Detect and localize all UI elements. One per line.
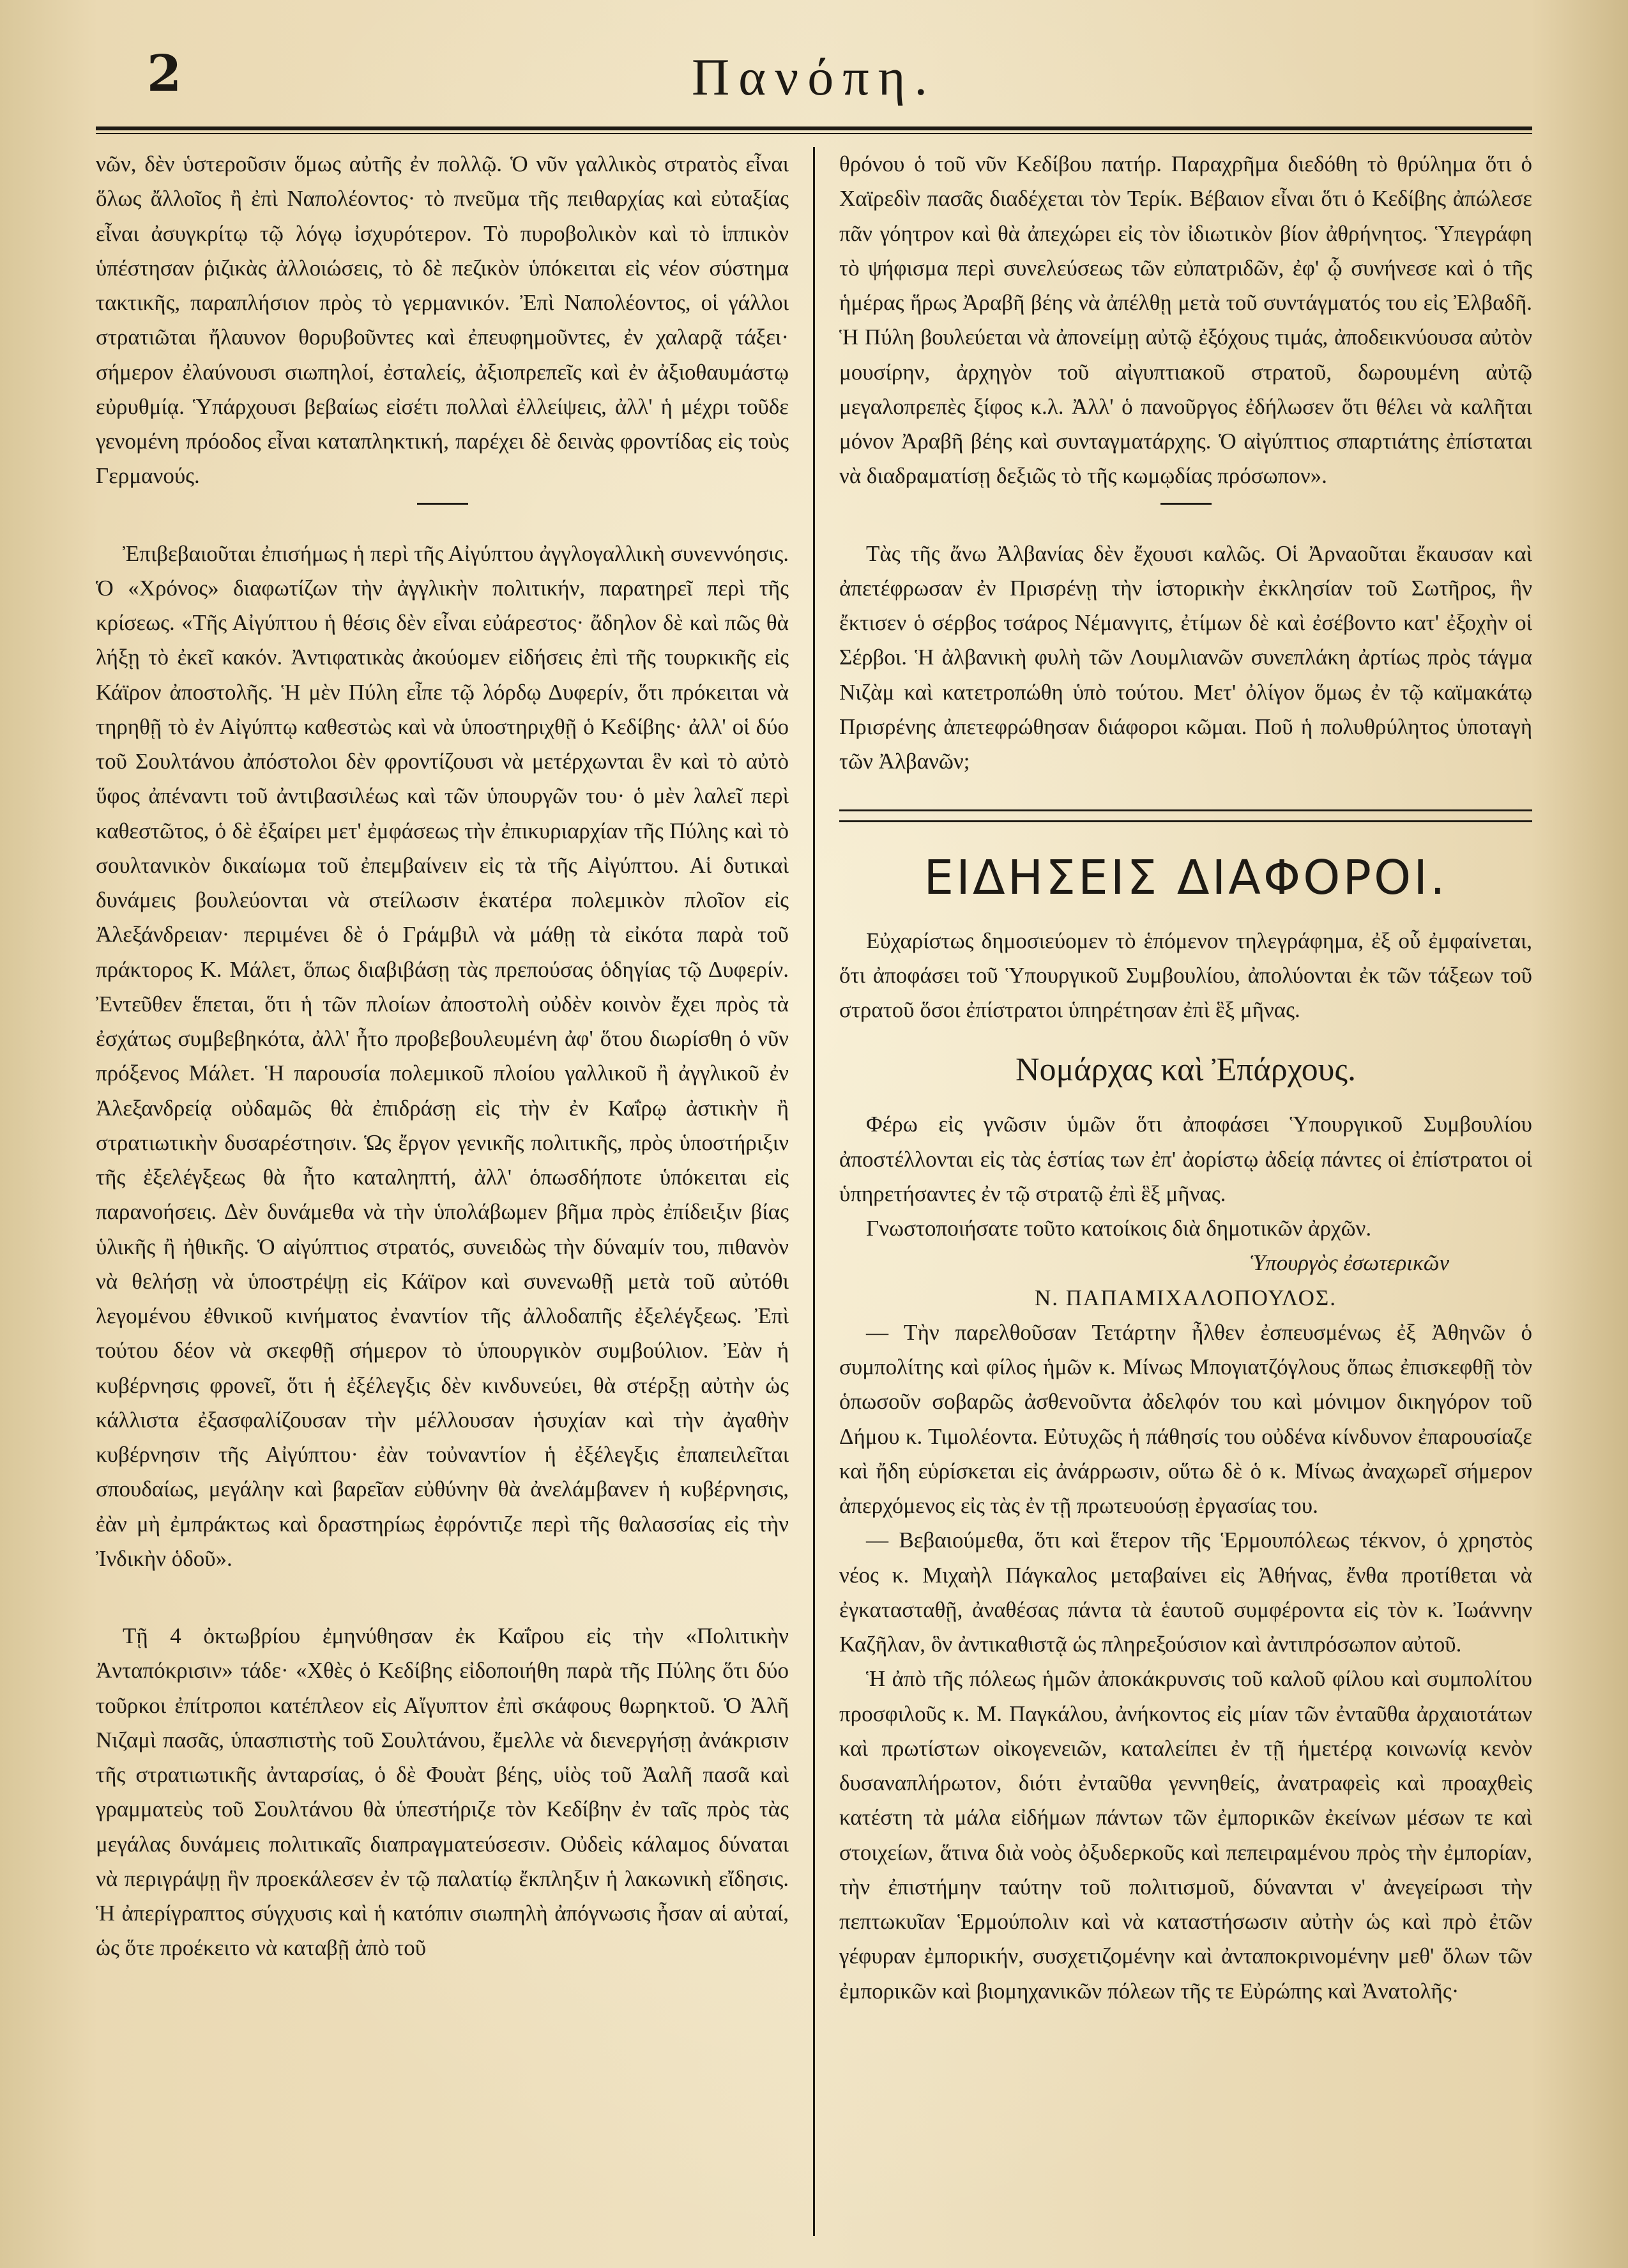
telegram-paragraph: Γνωστοποιήσατε τοῦτο κατοίκοις διὰ δημοτικῶν ἀρχῶν. — [866, 1216, 1372, 1241]
page-number: 2 — [147, 45, 182, 103]
section-divider — [839, 809, 1532, 822]
column-divider — [813, 147, 815, 2236]
article-columns — [96, 147, 1532, 2236]
article-paragraph: Ἐπιβεβαιοῦται ἐπισήμως ἡ περὶ τῆς Αἰγύπτου ἀγγλογαλλικὴ συνεννόησις. Ὁ «Χρόνος» διαφωτίζων τὴν ἀγγλικὴν πολιτικήν, παρατηρεῖ περὶ τῆς κρίσεως. «Τῆς Αἰγύπτου ἡ θέσις δὲν εἶναι εὐάρεστος· ἄδηλον δὲ καὶ πῶς θὰ λήξῃ τὸ ἐκεῖ κακόν. Ἀντιφατικὰς ἀκούομεν εἰδήσεις ἐπὶ τῆς τουρκικῆς εἰς Κάϊρον ἀποστολῆς. Ἡ μὲν Πύλη εἶπε τῷ λόρδῳ Δυφερίν, ὅτι πρόκειται νὰ τηρηθῇ τὸ ἐν Αἰγύπτῳ καθεστὼς καὶ νὰ ὑποστηριχθῇ ὁ Κεδίβης· ἀλλ' οἱ δύο τοῦ Σουλτάνου ἀπόστολοι δὲν φροντίζουσι νὰ μετέρχωνται ἓν καὶ τὸ αὐτὸ ὕφος ἀπέναντι τοῦ ἀντιβασιλέως καὶ τῶν ὑπουργῶν του· ὁ μὲν λαλεῖ περὶ καθεστῶτος, ὁ δὲ ἐξαίρει μετ' ἐμφάσεως τὴν ἐπικυριαρχίαν τῆς Πύλης καὶ τὸ σουλτανικὸν δικαίωμα τοῦ ἐπεμβαίνειν εἰς τὰ τῆς Αἰγύπτου. Αἱ δυτικαὶ δυνάμεις βουλεύονται νὰ στείλωσιν ἑκατέρα πολεμικὸν πλοῖον εἰς Ἀλεξάνδρειαν· περιμένει δὲ ὁ Γράμβιλ νὰ μάθῃ τὰ εἰκότα παρὰ τοῦ πράκτορος Κ. Μάλετ, ὅπως διαβιβάσῃ τὰς πρεπούσας ὁδηγίας τῷ Δυφερίν. Ἐντεῦθεν ἕπεται, ὅτι ἡ τῶν πλοίων ἀποστολὴ οὐδὲν κοινὸν ἔχει πρὸς τὰ ἐσχάτως συμβεβηκότα, ἀλλ' ἦτο προβεβουλευμένη ἀφ' ὅτου διωρίσθη ὁ νῦν πρόξενος Μάλετ. Ἡ παρουσία πολεμικοῦ πλοίου γαλλικοῦ ἢ ἀγγλικοῦ ἐν Ἀλεξανδρείᾳ οὐδαμῶς θὰ ἐπιδράσῃ εἰς τὴν ἐν Καΐρῳ ἀστικὴν ἢ στρατιωτικὴν δυσαρέστησιν. Ὡς ἔργον γενικῆς πολιτικῆς, πρὸς ὑποστήριξιν τῆς ἐξελέγξεως θὰ ἦτο καταληπτή, ἀλλ' ὁπωσδήποτε ὑπόκειται εἰς παρανοήσεις. Δὲν δυνάμεθα νὰ τὴν ὑπολάβωμεν βῆμα πρὸς ἐπίδειξιν βίας ὑλικῆς ἢ ἠθικῆς. Ὁ αἰγύπτιος στρατός, συνειδὼς τὴν δύναμίν του, πιθανὸν νὰ θελήσῃ νὰ ὑποστρέψῃ εἰς Κάϊρον καὶ συνενωθῇ μετὰ τοῦ αὐτόθι λεγομένου ἐθνικοῦ κινήματος ἐναντίον τῆς ἀλλοδαπῆς ἐξελέγξεως. Ἐπὶ τούτου δέον νὰ σκεφθῇ σήμερον τὸ ὑπουργικὸν συμβούλιον. Ἐὰν ἡ κυβέρνησις φρονεῖ, ὅτι ἡ ἐξέλεγξις δὲν κινδυνεύει, θὰ στέρξῃ αὐτὴν ὡς κάλλιστα ἐξασφαλίζουσαν τὴν μέλλουσαν ἡσυχίαν καὶ τὴν ἀγαθὴν κυβέρνησιν τῆς Αἰγύπτου· ἐὰν τοὐναντίον ἡ ἐξέλεγξις ἐπαπειλεῖται σπουδαίως, μεγάλην καὶ βαρεῖαν εὐθύνην θὰ ἀνελάμβανεν ἡ κυβέρνησις, ἐὰν μὴ ἐμπράκτως καὶ δραστηρίως ἐφρόντιζε περὶ τῆς θαλασσίας εἰς τὴν Ἰνδικὴν ὁδοῦ». — [96, 540, 789, 1571]
article-separator — [1160, 503, 1212, 505]
telegram-paragraph: Φέρω εἰς γνῶσιν ὑμῶν ὅτι ἀποφάσει Ὑπουργικοῦ Συμβουλίου ἀποστέλλονται εἰς τὰς ἑστίας των ἐπ' ἀορίστῳ ἀδείᾳ πάντες οἱ ἐπίστρατοι οἱ ὑπηρετήσαντες ἐν τῷ στρατῷ ἐπὶ ἓξ μῆνας. — [839, 1112, 1532, 1206]
article-separator — [417, 503, 468, 505]
newspaper-title: Πανόπη. — [691, 48, 937, 106]
signature-name: Ν. ΠΑΠΑΜΙΧΑΛΟΠΟΥΛΟΣ. — [1034, 1285, 1337, 1310]
article-paragraph: Τὰς τῆς ἄνω Ἀλβανίας δὲν ἔχουσι καλῶς. Οἱ Ἀρναοῦται ἔκαυσαν καὶ ἀπετέφρωσαν ἐν Πρισρένῃ τὴν ἱστορικὴν ἐκκλησίαν τοῦ Σωτῆρος, ἣν ἔκτισεν ὁ σέρβος τσάρος Νέμανγιτς, ἐτίμων δὲ καὶ ἐσέβοντο κατ' ἐξοχὴν οἱ Σέρβοι. Ἡ ἀλβανικὴ φυλὴ τῶν Λουμλιανῶν συνεπλάκη ἀρτίως πρὸς τάγμα Νιζὰμ καὶ κατετροπώθη ὑπὸ τούτου. Μετ' ὀλίγον ὅμως ἐν τῷ καϊμακάτῳ Πρισρένης ἀπετεφρώθησαν διάφοροι κῶμαι. Ποῦ ἡ πολυθρύλητος ὑποταγὴ τῶν Ἀλβανῶν; — [839, 540, 1532, 774]
article-paragraph: Τῇ 4 ὀκτωβρίου ἐμηνύθησαν ἐκ Καΐρου εἰς τὴν «Πολιτικὴν Ἀνταπόκρισιν» τάδε· «Χθὲς ὁ Κεδίβης εἰδοποιήθη παρὰ τῆς Πύλης ὅτι δύο τοῦρκοι ἐπίτροποι κατέπλεον εἰς Αἴγυπτον ἐπὶ σκάφους θωρηκτοῦ. Ὁ Ἀλῆ Νιζαμὶ πασᾶς, ὑπασπιστὴς τοῦ Σουλτάνου, ἔμελλε νὰ διενεργήσῃ ἀνάκρισιν τῆς στρατιωτικῆς ἀνταρσίας, ὁ δὲ Φουὰτ βέης, υἱὸς τοῦ Ἀαλῆ πασᾶ καὶ γραμματεὺς τοῦ Σουλτάνου θὰ ὑπεστήριζε τὸν Κεδίβην ἐν ταῖς πρὸς τὰς μεγάλας δυνάμεις πολιτικαῖς διαπραγματεύσεσιν. Οὐδεὶς κάλαμος δύναται νὰ περιγράψῃ ἣν προεκάλεσεν ἐν τῷ παλατίῳ ἔκπληξιν ἡ λακωνικὴ εἴδησις. Ἡ ἀπερίγραπτος σύγχυσις καὶ ἡ κατόπιν σιωπηλὴ ἀπόγνωσις ἦσαν αἱ αὐταί, ὡς ὅτε προέκειτο νὰ καταβῇ ἀπὸ τοῦ — [96, 1623, 789, 1961]
article-paragraph: θρόνου ὁ τοῦ νῦν Κεδίβου πατήρ. Παραχρῆμα διεδόθη τὸ θρύλημα ὅτι ὁ Χαϊρεδὶν πασᾶς διαδέχεται τὸν Τερίκ. Βέβαιον εἶναι ὅτι ὁ Κεδίβης ἀπώλεσε πᾶν γόητρον καὶ θὰ ἀπεχώρει εἰς τὸν ἰδιωτικὸν βίον ἀθρήνητος. Ὑπεγράφη τὸ ψήφισμα περὶ συνελεύσεως τῶν εὐπατριδῶν, ἐφ' ᾧ συνήνεσε καὶ ὁ τῆς ἡμέρας ἥρως Ἀραβῆ βέης νὰ ἀπέλθῃ μετὰ τοῦ συντάγματός του εἰς Ἐλβαδῆ. Ἡ Πύλη βουλεύεται νὰ ἀπονείμῃ αὐτῷ ἐξόχους τιμάς, ἀποδεικνύουσα αὐτὸν μουσίρην, ἀρχηγὸν τοῦ αἰγυπτιακοῦ στρατοῦ, δωρουμένη αὐτῷ μεγαλοπρεπὲς ξίφος κ.λ. Ἀλλ' ὁ πανοῦργος ἐδήλωσεν ὅτι θέλει νὰ καλῆται μόνον Ἀραβῆ βέης καὶ συνταγματάρχης. Ὁ αἰγύπτιος σπαρτιάτης ἐπίσταται νὰ διαδραματίσῃ δεξιῶς τὸ τῆς κωμῳδίας πρόσωπον». — [839, 151, 1532, 489]
article-paragraph: νῶν, δὲν ὑστεροῦσιν ὅμως αὐτῆς ἐν πολλῷ. Ὁ νῦν γαλλικὸς στρατὸς εἶναι ὅλως ἄλλοῖος ἢ ἐπὶ Ναπολέοντος· τὸ πνεῦμα τῆς πειθαρχίας καὶ εὐταξίας εἶναι ἀσυγκρίτῳ τῷ λόγῳ ἰσχυρότερον. Τὸ πυροβολικὸν καὶ τὸ ἱππικὸν ὑπέστησαν ῥιζικὰς ἀλλοιώσεις, τὸ δὲ πεζικὸν ὑπόκειται εἰς νέον σύστημα τακτικῆς, παραπλήσιον πρὸς τὸ γερμανικόν. Ἐπὶ Ναπολέοντος, οἱ γάλλοι στρατιῶται ἤλαυνον θορυβοῦντες καὶ ἐπευφημοῦντες, ἐν χαλαρᾷ τάξει· σήμερον ἐλαύνουσι σιωπηλοί, ἐσταλείς, ἀξιοπρεπεῖς καὶ ἐν ἀξιοθαυμάστῳ εὐρυθμίᾳ. Ὑπάρχουσι βεβαίως εἰσέτι πολλαὶ ἐλλείψεις, ἀλλ' ἡ μέχρι τοῦδε γενομένη πρόοδος εἶναι καταπληκτική, παρέχει δὲ δεινὰς φροντίδας εἰς τοὺς Γερμανούς. — [96, 151, 789, 489]
header-rule — [96, 126, 1532, 134]
section-heading: ΕΙΔΗΣΕΙΣ ΔΙΑΦΟΡΟΙ. — [924, 850, 1448, 906]
right-column — [839, 147, 1532, 2236]
left-column — [96, 147, 789, 2236]
signature-title: Ὑπουργὸς ἐσωτερικῶν — [1251, 1250, 1449, 1276]
news-paragraph: — Τὴν παρελθοῦσαν Τετάρτην ἦλθεν ἐσπευσμένως ἐξ Ἀθηνῶν ὁ συμπολίτης καὶ φίλος ἡμῶν κ. Μίνως Μπογιατζόγλους ὅπως ἐπισκεφθῇ τὸν ὁπωσοῦν σοβαρῶς ἀσθενοῦντα ἀδελφόν του καὶ μόνιμον δικηγόρον τοῦ Δήμου κ. Τιμολέοντα. Εὐτυχῶς ἡ πάθησίς του οὐδένα κίνδυνον ἐπαρουσίαζε καὶ ἤδη εὑρίσκεται εἰς ἀνάρρωσιν, οὕτω δὲ ὁ κ. Μίνως ἀναχωρεῖ σήμερον ἀπερχόμενος εἰς τὰς ἐν τῇ πρωτευούσῃ ἐργασίας του. — [839, 1319, 1532, 1519]
masthead — [96, 45, 1532, 115]
news-paragraph: Ἡ ἀπὸ τῆς πόλεως ἡμῶν ἀποκάκρυνσις τοῦ καλοῦ φίλου καὶ συμπολίτου προσφιλοῦς κ. Μ. Παγκάλου, ἀνήκοντος εἰς μίαν τῶν ἐνταῦθα ἀρχαιοτάτων καὶ πρωτίστων οἰκογενειῶν, καταλείπει ἐν τῇ ἡμετέρᾳ κοινωνίᾳ κενὸν δυσαναπλήρωτον, διότι ἐνταῦθα γεννηθείς, ἀνατραφεὶς καὶ προαχθεὶς κατέστη τὰ μάλα εἰδήμων πάντων τῶν ἐμπορικῶν ἐκείνων μέσων τε καὶ στοιχείων, ἅτινα διὰ νοὸς ὀξυδερκοῦς καὶ πεπειραμένου πρὸς τὴν ἐμπορίαν, τὴν ἐπιστήμην ταύτην τοῦ πολιτισμοῦ, δύνανται ν' ἀνεγείρωσι τὴν πεπτωκυῖαν Ἑρμούπολιν καὶ νὰ καταστήσωσιν αὐτὴν ὡς καὶ πρὸ ἐτῶν γέφυραν ἐμπορικήν, συσχετιζομένην καὶ ἀνταποκρινομένην μεθ' ὅλων τῶν ἐμπορικῶν καὶ βιομηχανικῶν πόλεων τῆς τε Εὐρώπης καὶ Ἀνατολῆς· — [839, 1666, 1532, 2004]
news-paragraph: — Βεβαιούμεθα, ὅτι καὶ ἕτερον τῆς Ἑρμουπόλεως τέκνον, ὁ χρηστὸς νέος κ. Μιχαὴλ Πάγκαλος μεταβαίνει εἰς Ἀθήνας, ἔνθα προτίθεται νὰ ἐγκατασταθῇ, ἀναθέσας πάντα τὰ ἑαυτοῦ συμφέροντα εἰς τὸν κ. Ἰωάννην Καζῆλαν, ὃν ἀντικαθιστᾷ ὡς πληρεξούσιον καὶ ἀντιπρόσωπον αὐτοῦ. — [839, 1528, 1532, 1657]
telegram-heading: Νομάρχας καὶ Ἐπάρχους. — [1016, 1051, 1356, 1088]
article-paragraph: Εὐχαρίστως δημοσιεύομεν τὸ ἑπόμενον τηλεγράφημα, ἐξ οὗ ἐμφαίνεται, ὅτι ἀποφάσει τοῦ Ὑπουργικοῦ Συμβουλίου, ἀπολύονται ἐκ τῶν τάξεων τοῦ στρατοῦ ὅσοι ἐπίστρατοι ὑπηρέτησαν ἐπὶ ἓξ μῆνας. — [839, 928, 1532, 1023]
